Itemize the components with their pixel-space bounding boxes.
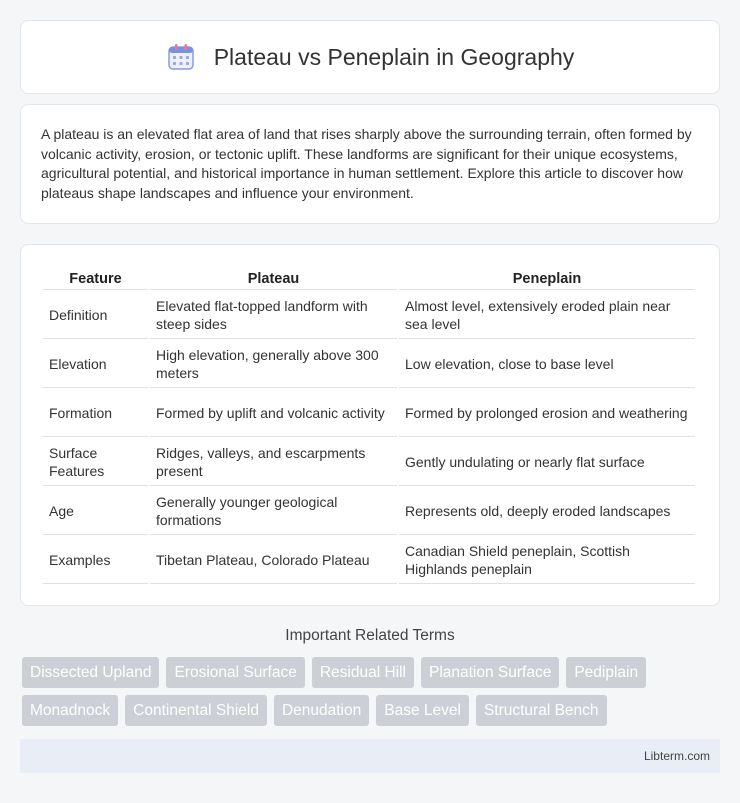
column-header: Feature <box>43 267 148 290</box>
table-cell: Formed by prolonged erosion and weathering <box>399 390 695 437</box>
table-cell: Examples <box>43 537 148 584</box>
related-terms-title: Important Related Terms <box>285 627 455 644</box>
table-row <box>43 341 695 388</box>
page-footer <box>20 739 720 773</box>
related-term-tag[interactable]: Erosional Surface <box>166 657 304 688</box>
related-term-tag[interactable]: Pediplain <box>566 657 646 688</box>
comparison-table <box>41 265 697 586</box>
comparison-table-card <box>20 244 720 606</box>
table-cell: Formation <box>43 390 148 437</box>
related-terms-list <box>22 657 722 726</box>
column-header: Plateau <box>150 267 397 290</box>
table-cell: Low elevation, close to base level <box>399 341 695 388</box>
table-row <box>43 390 695 437</box>
table-cell: Age <box>43 488 148 535</box>
table-cell: Canadian Shield peneplain, Scottish Highlands peneplain <box>399 537 695 584</box>
intro-text: A plateau is an elevated flat area of land that rises sharply above the surrounding terrain, often formed by volcanic activity, erosion, or tectonic uplift. These landforms are significant for their unique ecosystems, agricultural potential, and historical importance in human settlement. Explore this article to discover how plateaus shape landscapes and influence your environment. <box>41 126 692 201</box>
footer-brand-link[interactable]: Libterm.com <box>643 749 710 763</box>
intro-section <box>20 104 720 224</box>
related-term-tag[interactable]: Structural Bench <box>476 695 607 726</box>
related-term-tag[interactable]: Denudation <box>274 695 369 726</box>
table-row <box>43 292 695 339</box>
calendar-icon <box>166 42 196 72</box>
related-term-tag[interactable]: Base Level <box>376 695 469 726</box>
related-term-tag[interactable]: Dissected Upland <box>22 657 159 688</box>
related-term-tag[interactable]: Residual Hill <box>312 657 414 688</box>
table-cell: Surface Features <box>43 439 148 486</box>
table-row <box>43 537 695 584</box>
table-cell: Ridges, valleys, and escarpments present <box>150 439 397 486</box>
table-cell: Represents old, deeply eroded landscapes <box>399 488 695 535</box>
page-header <box>20 20 720 94</box>
table-cell: Tibetan Plateau, Colorado Plateau <box>150 537 397 584</box>
table-cell: Elevated flat-topped landform with steep sides <box>150 292 397 339</box>
table-row <box>43 488 695 535</box>
related-term-tag[interactable]: Continental Shield <box>125 695 267 726</box>
column-header: Peneplain <box>399 267 695 290</box>
table-cell: Almost level, extensively eroded plain near sea level <box>399 292 695 339</box>
related-term-tag[interactable]: Monadnock <box>22 695 118 726</box>
table-cell: Definition <box>43 292 148 339</box>
table-cell: High elevation, generally above 300 meters <box>150 341 397 388</box>
related-term-tag[interactable]: Planation Surface <box>421 657 559 688</box>
table-cell: Generally younger geological formations <box>150 488 397 535</box>
table-header-row <box>43 267 695 290</box>
table-cell: Gently undulating or nearly flat surface <box>399 439 695 486</box>
table-row <box>43 439 695 486</box>
table-cell: Formed by uplift and volcanic activity <box>150 390 397 437</box>
table-cell: Elevation <box>43 341 148 388</box>
page-title: Plateau vs Peneplain in Geography <box>213 43 575 70</box>
